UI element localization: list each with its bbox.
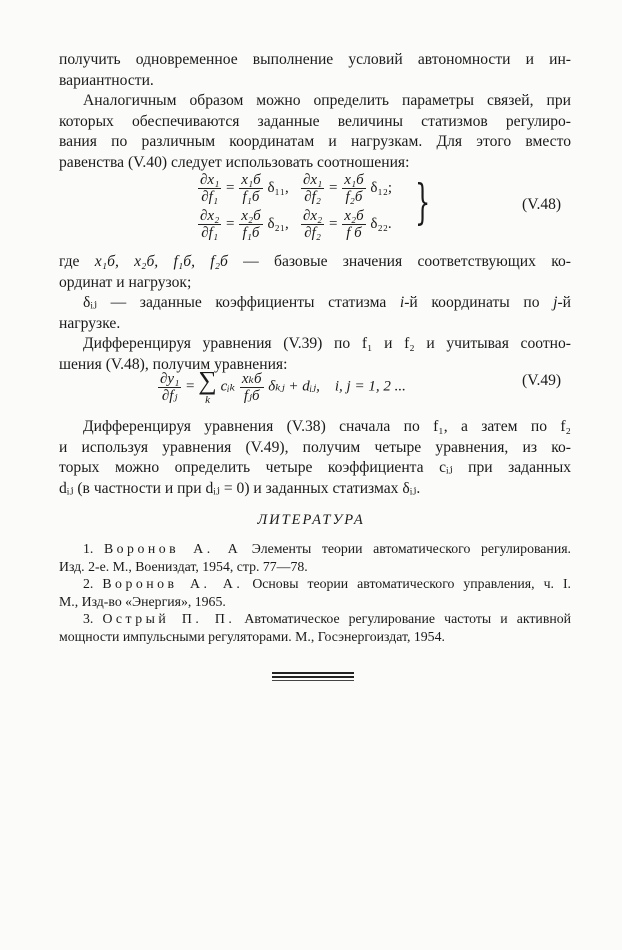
definitions-line-2: ординат и нагрузок;: [59, 273, 192, 291]
equation-v48: [197, 172, 577, 242]
definitions-line-3: δᵢⱼ — заданные коэффициенты статизма i-й координаты по j-й: [83, 294, 571, 311]
definitions-line-1: где x₁б, x₂б, f₁б, f₂б — базовые значения соответствующих ко-: [59, 253, 571, 270]
paragraph-3-line-3: торых можно определить четыре коэффициента cᵢⱼ при заданных: [59, 459, 571, 476]
paragraph-1-line-4: равенства (V.40) следует использовать соотношения:: [59, 153, 410, 171]
end-divider-bottom: [272, 680, 354, 681]
definitions: [59, 252, 571, 334]
definitions-line-4: нагрузке.: [59, 314, 121, 332]
reference-1: 1. Воронов А. А Элементы теории автоматического регулирования. Изд. 2-е. М., Воениздат, 1954, стр. 77—78.: [59, 541, 571, 574]
base-variables: x₁б, x₂б, f₁б, f₂б: [94, 253, 228, 270]
paragraph-3-line-1: Дифференцируя уравнения (V.38) сначала по f₁, а затем по f₂: [83, 418, 571, 435]
paragraph-3-line-2: и используя уравнения (V.49), получим четыре уравнения, из ко-: [59, 438, 571, 456]
literature-heading: ЛИТЕРАТУРА: [257, 512, 365, 528]
end-divider-middle: [272, 676, 354, 678]
paragraph-2-line-1: Дифференцируя уравнения (V.39) по f₁ и f₂ и учитывая соотно-: [83, 335, 571, 352]
paragraph-1-line-1: Аналогичным образом можно определить параметры связей, при: [83, 92, 571, 109]
reference-2-author: Воронов А. А.: [102, 576, 244, 591]
sum-symbol: ∑: [198, 366, 217, 395]
paragraph-2-line-2: шения (V.48), получим уравнения:: [59, 355, 288, 373]
paragraph-3: [59, 417, 571, 499]
equation-v49: [157, 366, 577, 414]
end-divider-top: [272, 672, 354, 674]
reference-2: 2. Воронов А. А. Основы теории автоматического управления, ч. I. М., Изд-во «Энергия», 1965.: [59, 576, 571, 609]
paragraph-1: [59, 91, 571, 173]
paragraph-3-line-4: dᵢⱼ (в частности и при dᵢⱼ = 0) и заданных статизмах δᵢⱼ.: [59, 479, 421, 497]
right-brace: }: [415, 174, 431, 230]
reference-1-author: Воронов А. А: [103, 541, 242, 556]
reference-3-author: Острый П. П.: [102, 611, 236, 626]
intro-paragraph: [59, 50, 571, 91]
equation-number-v48: (V.48): [522, 196, 562, 213]
equation-v48-row-2: $\frac{\text{∂x₂}}{\text{∂f₁}}$ = $\frac{\text{x₂б}}{\text{f₁б}}$ δ₂₁, $\frac{\text{∂x₂}}{\text{∂f₂}}$ = $\frac{\text{x₂б}}{\text{f б}}$ δ₂₂.: [200, 208, 392, 241]
equation-number-v49: (V.49): [522, 372, 562, 389]
reference-3: 3. Острый П. П. Автоматическое регулирование частоты и активной мощности импульсными регуляторами. М., Госэнергоиздат, 1954.: [59, 611, 571, 644]
intro-line-1: получить одновременное выполнение условий автономности и ин-: [59, 51, 571, 68]
paragraph-1-line-2: которых обеспечиваются заданные величины статизмов регулиро-: [59, 112, 571, 130]
equation-v49-body: $\frac{\text{∂y₁}}{\text{∂fⱼ}}$ = ∑ k cᵢₖ $\frac{\text{xₖб}}{\text{fⱼб}}$ δₖⱼ + dᵢⱼ, i, j = 1, 2 ...: [160, 366, 406, 406]
intro-line-2: вариантности.: [59, 71, 154, 89]
paragraph-1-line-3: вания по различным координатам и нагрузкам. Для этого вместо: [59, 133, 571, 150]
equation-v48-row-1: $\frac{\text{∂x₁}}{\text{∂f₁}}$ = $\frac{\text{x₁б}}{\text{f₁б}}$ δ₁₁, $\frac{\text{∂x₁}}{\text{∂f₂}}$ = $\frac{\text{x₁б}}{\text{f₂б}}$ δ₁₂;: [200, 172, 393, 205]
